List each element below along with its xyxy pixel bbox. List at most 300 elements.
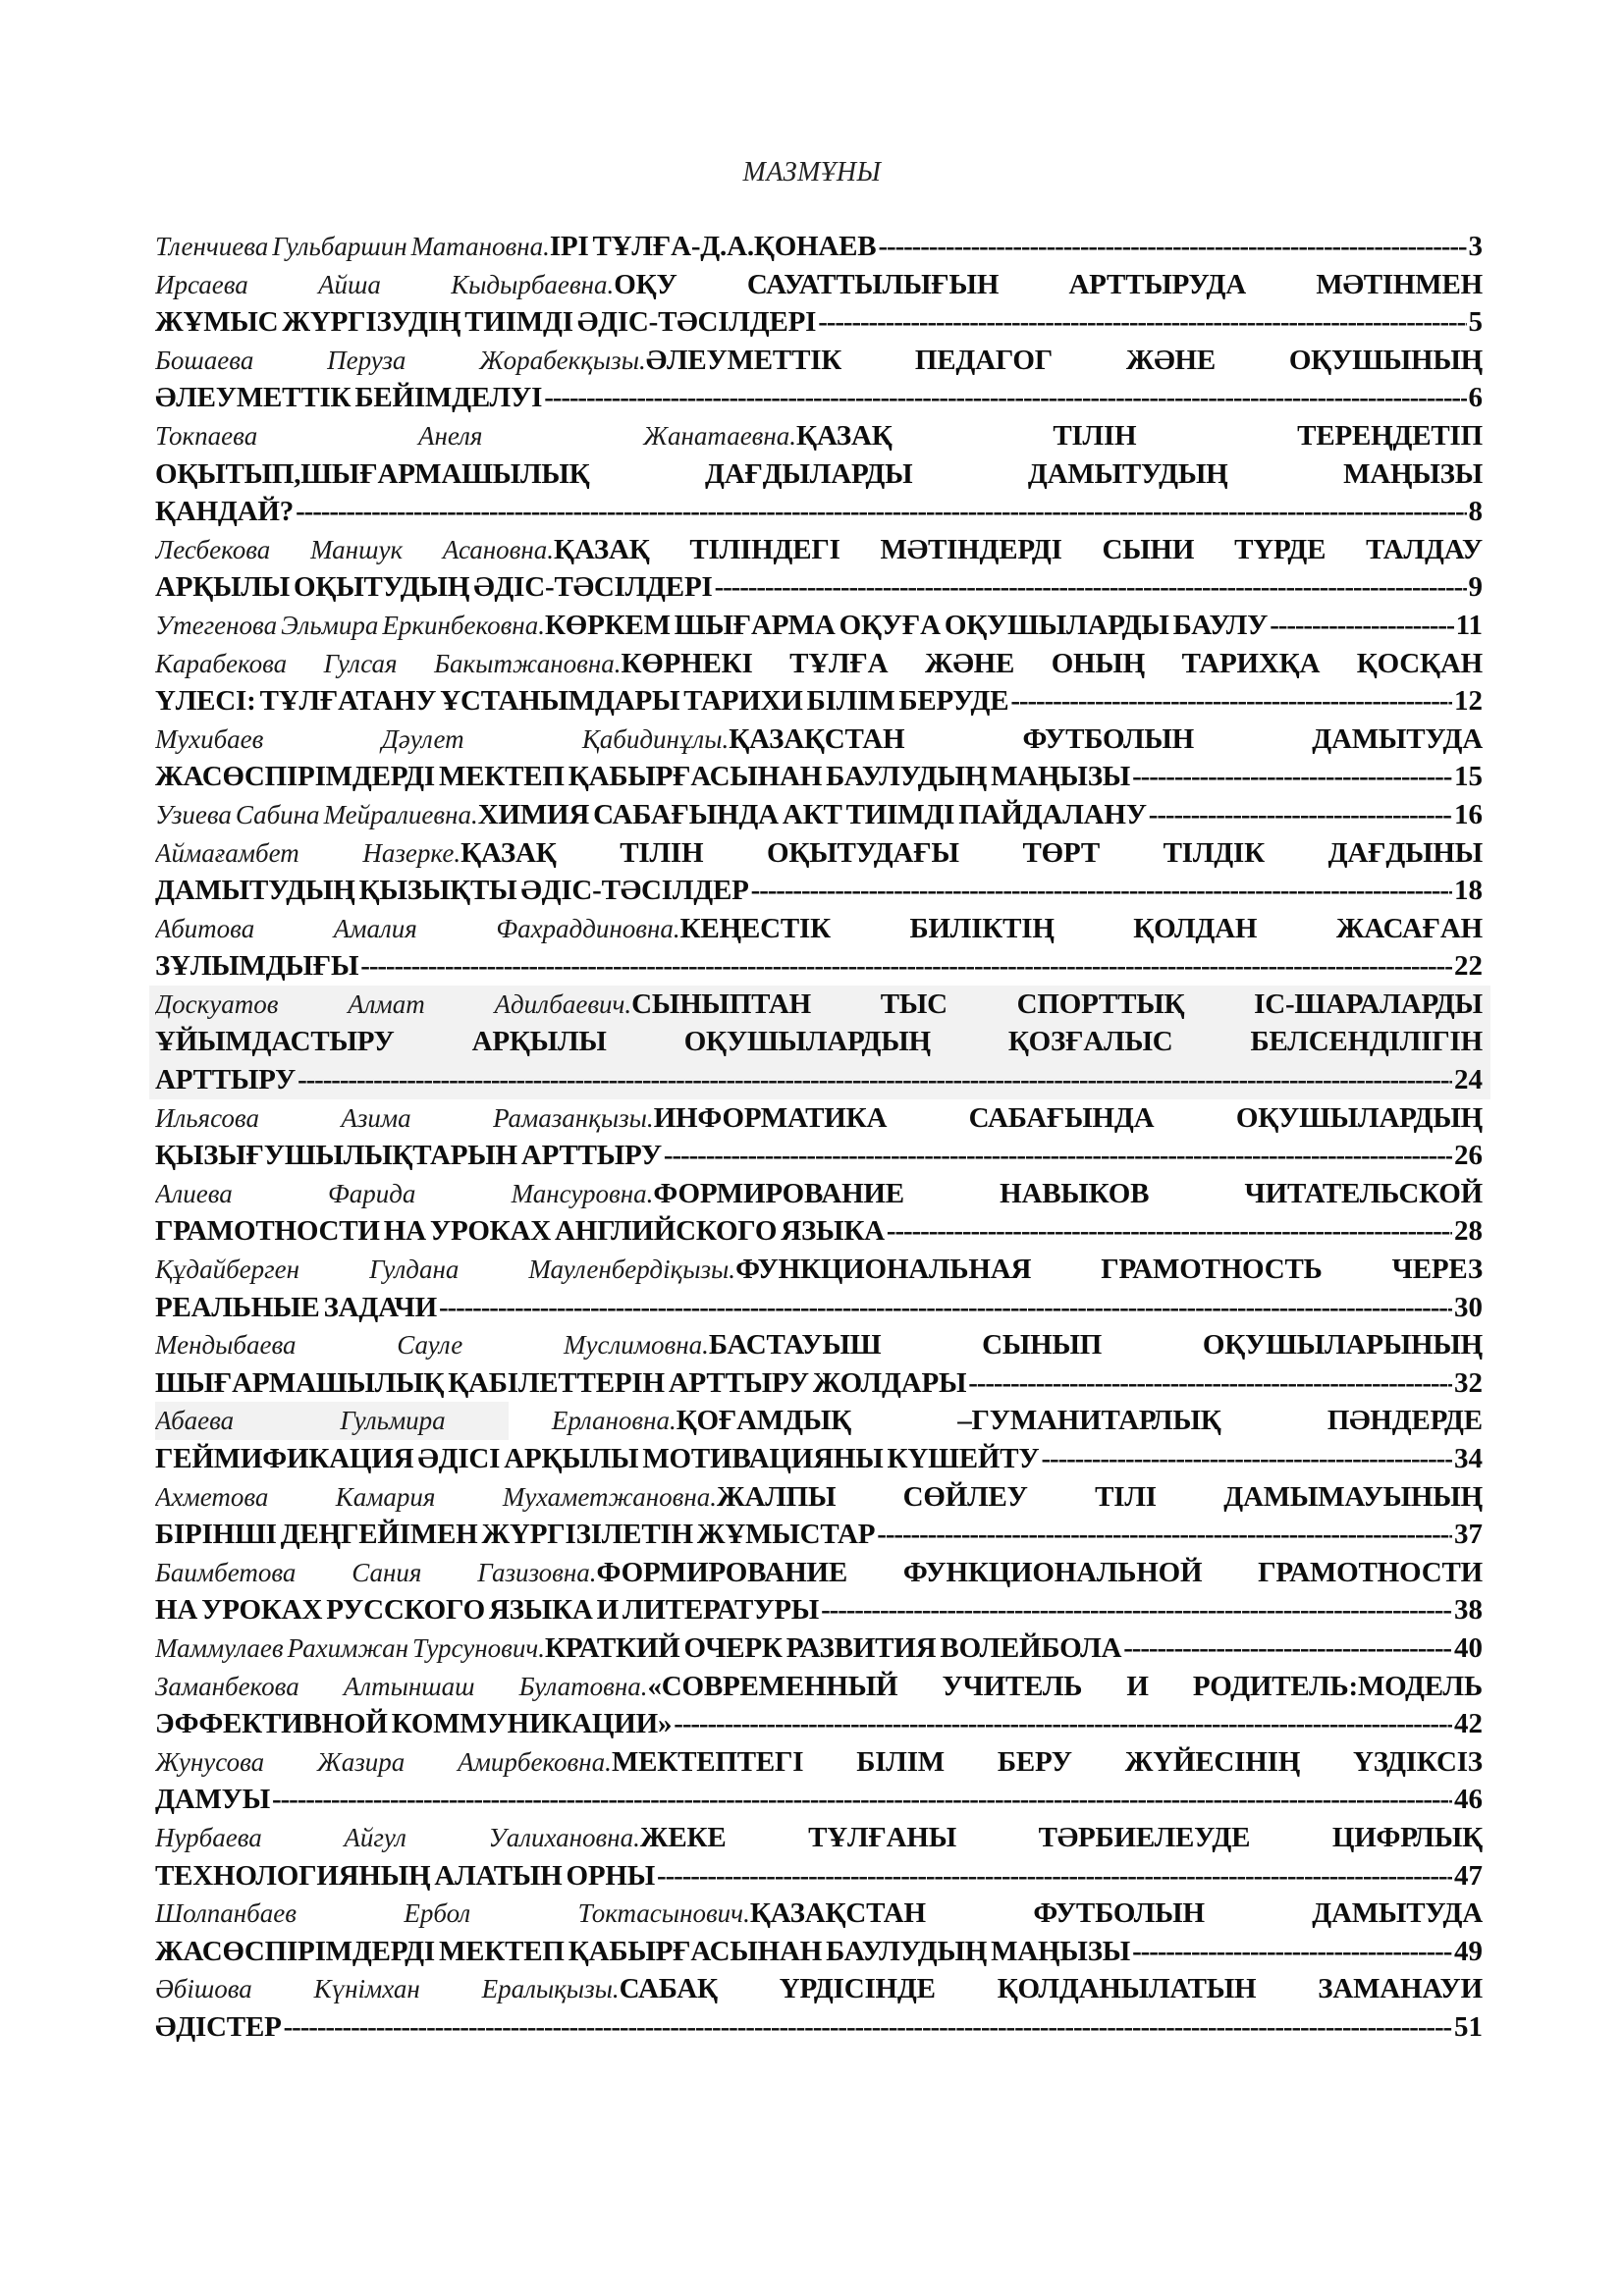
entry-title: УРОКАХ bbox=[429, 1215, 551, 1248]
entry-author: Мухибаев bbox=[155, 723, 264, 754]
entry-title: СПОРТТЫҚ bbox=[1016, 988, 1185, 1020]
dot-leader bbox=[715, 568, 1467, 607]
toc-entry[interactable] bbox=[155, 1326, 1483, 1402]
entry-title: БАУЛУ bbox=[1172, 609, 1269, 641]
entry-title: ЖАЛПЫ bbox=[717, 1480, 837, 1513]
toc-entry-line bbox=[155, 1023, 1483, 1061]
entry-title: ҚАБЫРҒАСЫНАН bbox=[568, 761, 823, 793]
entry-title: ТІЛІН bbox=[620, 836, 704, 869]
entry-author: Мухаметжановна. bbox=[502, 1481, 717, 1512]
page-number[interactable]: 30 bbox=[1454, 1291, 1483, 1323]
entry-title: ДАМЫТУДА bbox=[1312, 722, 1483, 755]
toc-entry-line bbox=[155, 1554, 1483, 1592]
entry-title: БЕЛСЕНДІЛІГІН bbox=[1250, 1026, 1483, 1058]
entry-author: Доскуатов bbox=[155, 988, 279, 1019]
entry-author: Кыдырбаевна. bbox=[451, 269, 615, 299]
entry-title: ЗАМАНАУИ bbox=[1318, 1973, 1483, 2005]
toc-entry-line bbox=[155, 303, 1483, 342]
entry-title: ОҚЫТЫП,ШЫҒАРМАШЫЛЫҚ bbox=[155, 457, 590, 490]
entry-title: КЕҢЕСТІК bbox=[679, 912, 831, 944]
entry-title: ЯЗЫКА bbox=[488, 1594, 593, 1627]
toc-entry-line bbox=[155, 1819, 1483, 1857]
entry-title: ЧЕРЕЗ bbox=[1391, 1254, 1483, 1286]
entry-author: Бошаева bbox=[155, 345, 254, 375]
toc-entry-line bbox=[155, 910, 1483, 948]
toc-title: МАЗМҰНЫ bbox=[742, 157, 882, 187]
entry-title: ДЕҢГЕЙІМЕН bbox=[280, 1519, 478, 1551]
toc-entry-line bbox=[155, 493, 1483, 531]
entry-author: Маншук bbox=[310, 534, 404, 564]
entry-title: ҚОҒАМДЫҚ bbox=[676, 1405, 851, 1437]
entry-author: Алтыншаш bbox=[343, 1671, 475, 1701]
page-number[interactable]: 40 bbox=[1454, 1631, 1483, 1664]
dot-leader bbox=[439, 1289, 1452, 1327]
entry-title: ҚАЗАҚСТАН bbox=[729, 722, 905, 755]
toc-entry-line bbox=[155, 1440, 1483, 1478]
entry-title: ҚЫЗЫҚТЫ bbox=[358, 875, 517, 907]
toc-entry-line bbox=[155, 607, 1483, 645]
dot-leader bbox=[296, 493, 1466, 531]
page-number[interactable]: 51 bbox=[1454, 2010, 1483, 2043]
entry-title: ОҚУШЫЛАРЫНЫҢ bbox=[1202, 1329, 1483, 1362]
toc-entry-line bbox=[155, 568, 1483, 607]
toc-entry-line bbox=[155, 379, 1483, 417]
toc-entry-line bbox=[155, 721, 1483, 759]
page-number[interactable]: 26 bbox=[1454, 1140, 1483, 1172]
page-number[interactable]: 24 bbox=[1454, 1064, 1483, 1096]
entry-title: ДАМУЫ bbox=[155, 1784, 271, 1816]
entry-title: ӘДІС-ТӘСІЛДЕРІ bbox=[576, 306, 817, 339]
dot-leader bbox=[284, 2008, 1452, 2047]
entry-author: Сабина bbox=[235, 799, 320, 829]
entry-author: Турсунович. bbox=[411, 1632, 546, 1663]
page-number[interactable]: 46 bbox=[1454, 1784, 1483, 1816]
entry-title: ДАМЫТУДЫҢ bbox=[155, 875, 355, 907]
toc-entry-line bbox=[155, 1591, 1483, 1629]
toc-entry[interactable] bbox=[155, 1668, 1483, 1743]
entry-title: ОҚУҒА bbox=[839, 609, 941, 641]
entry-title: ДАҒДЫЛАРДЫ bbox=[705, 457, 913, 490]
entry-title: МЕКТЕП bbox=[438, 1935, 565, 1967]
author-title-join bbox=[643, 417, 892, 455]
entry-author: Рахимжан bbox=[287, 1632, 408, 1663]
entry-title: ТІЛІН bbox=[1053, 419, 1137, 452]
toc-entry-line bbox=[155, 1933, 1483, 1971]
entry-author: Әбішова bbox=[155, 1974, 252, 2004]
dot-leader bbox=[674, 1705, 1452, 1743]
entry-title: КОММУНИКАЦИИ» bbox=[391, 1708, 673, 1740]
entry-title: ҚОСҚАН bbox=[1356, 647, 1483, 679]
toc-entry-line bbox=[155, 1895, 1483, 1933]
page-number[interactable]: 22 bbox=[1454, 950, 1483, 983]
entry-title: МЕКТЕП bbox=[438, 761, 565, 793]
entry-title: ЗҰЛЫМДЫҒЫ bbox=[155, 950, 359, 983]
entry-author: Жанатаевна. bbox=[643, 420, 797, 451]
entry-title: СЫНЫП bbox=[982, 1329, 1103, 1362]
entry-author: Еркинбековна. bbox=[382, 610, 545, 640]
entry-author: Алмат bbox=[348, 988, 425, 1019]
toc-entry[interactable] bbox=[155, 1743, 1483, 1819]
toc-entry-line bbox=[155, 1099, 1483, 1138]
entry-title: ТЕРЕҢДЕТІП bbox=[1297, 419, 1483, 452]
dot-leader bbox=[821, 1591, 1452, 1629]
entry-author: Амалия bbox=[333, 913, 417, 943]
toc-entry-line bbox=[155, 1364, 1483, 1403]
dot-leader bbox=[1132, 1933, 1452, 1971]
entry-author: Ахметова bbox=[155, 1481, 269, 1512]
entry-title: ОҚУШЫЛАРДЫҢ bbox=[683, 1026, 931, 1058]
entry-author: Ерлановна. bbox=[551, 1406, 677, 1436]
entry-title: ЖӘНЕ bbox=[924, 647, 1015, 679]
entry-author: Жазира bbox=[317, 1746, 406, 1777]
entry-title: БЕРУДЕ bbox=[898, 685, 1009, 718]
entry-author: Шолпанбаев bbox=[155, 1898, 297, 1929]
entry-title: СӨЙЛЕУ bbox=[902, 1480, 1028, 1513]
entry-title: ФУТБОЛЫН bbox=[1033, 1897, 1205, 1930]
entry-title: БАСТАУЫШ bbox=[708, 1329, 882, 1362]
dot-leader bbox=[877, 1516, 1452, 1554]
entry-title: ӘДІС-ТӘСІЛДЕР bbox=[520, 875, 749, 907]
entry-title: ОҚЫТУДАҒЫ bbox=[767, 836, 959, 869]
entry-author: Уалихановна. bbox=[488, 1822, 640, 1852]
toc-entry-line bbox=[155, 1478, 1483, 1517]
toc-entry[interactable] bbox=[155, 1554, 1483, 1629]
entry-title: ДАҒДЫНЫ bbox=[1327, 836, 1483, 869]
dot-leader bbox=[1149, 796, 1452, 834]
entry-title: АРТТЫРУ bbox=[520, 1140, 662, 1172]
entry-title: ТҰЛҒАНЫ bbox=[808, 1821, 957, 1853]
toc-entry-line bbox=[155, 986, 1483, 1024]
toc-entry-line bbox=[155, 1970, 1483, 2008]
author-title-join bbox=[412, 1629, 680, 1668]
toc-entry-line bbox=[155, 228, 1483, 266]
toc-entry-line bbox=[155, 1857, 1483, 1896]
entry-title: ЖАСАҒАН bbox=[1335, 912, 1483, 944]
entry-author: Токпаева bbox=[155, 420, 258, 451]
author-title-join bbox=[479, 342, 841, 380]
entry-title: ФУНКЦИОНАЛЬНАЯ bbox=[735, 1254, 1032, 1286]
entry-author: Жунусова bbox=[155, 1746, 265, 1777]
entry-author: Гулдана bbox=[369, 1255, 460, 1285]
entry-title: МАҢЫЗЫ bbox=[991, 1935, 1131, 1967]
author-title-join bbox=[477, 1554, 847, 1592]
page-number[interactable]: 9 bbox=[1468, 571, 1483, 604]
toc-entry[interactable] bbox=[155, 1629, 1483, 1668]
dot-leader bbox=[272, 1781, 1452, 1819]
author-title-join bbox=[578, 1895, 926, 1933]
dot-leader bbox=[968, 1364, 1452, 1403]
author-title-join bbox=[443, 531, 650, 569]
entry-author: Камария bbox=[335, 1481, 436, 1512]
page-number[interactable]: 34 bbox=[1454, 1443, 1483, 1474]
toc-entry[interactable] bbox=[155, 342, 1483, 417]
dot-leader bbox=[878, 228, 1466, 266]
entry-title: ҚОЛДАН bbox=[1133, 912, 1258, 944]
entry-title: ҚАБІЛЕТТЕРІН bbox=[448, 1366, 665, 1399]
entry-title: КРАТКИЙ bbox=[545, 1631, 680, 1664]
entry-title: ҚАНДАЙ? bbox=[155, 496, 295, 528]
entry-title: ОҚУШЫНЫҢ bbox=[1288, 344, 1483, 376]
toc-entry[interactable] bbox=[155, 1099, 1483, 1175]
entry-title: ОҚУ bbox=[614, 268, 677, 300]
entry-title: АРТТЫРУДА bbox=[1068, 268, 1247, 300]
toc-entry-line bbox=[155, 342, 1483, 380]
dot-leader bbox=[664, 1137, 1452, 1175]
toc-entry[interactable] bbox=[155, 796, 1483, 834]
entry-author: Ильясова bbox=[155, 1102, 259, 1133]
page-number[interactable]: 37 bbox=[1454, 1519, 1483, 1551]
entry-author: Құдайберген bbox=[155, 1255, 300, 1285]
entry-author: Айша bbox=[318, 269, 381, 299]
entry-title: ТИІМДІ bbox=[464, 306, 573, 339]
entry-title: ТІЛІ bbox=[1095, 1480, 1157, 1513]
entry-author: Эльмира bbox=[281, 610, 379, 640]
entry-title: РЕАЛЬНЫЕ bbox=[155, 1291, 320, 1323]
entry-author: Назерке. bbox=[362, 837, 461, 868]
entry-title: АРТТЫРУ bbox=[668, 1366, 809, 1399]
entry-title: ИНФОРМАТИКА bbox=[653, 1101, 888, 1134]
entry-author: Фарида bbox=[328, 1178, 416, 1208]
toc-entry-line bbox=[155, 758, 1483, 796]
entry-title: САБАҒЫНДА bbox=[968, 1101, 1155, 1134]
entry-title: ДАМЫМАУЫНЫҢ bbox=[1223, 1480, 1483, 1513]
entry-title: ҮРДІСІНДЕ bbox=[779, 1973, 936, 2005]
entry-title: МАҢЫЗЫ bbox=[991, 761, 1131, 793]
toc-entry-line bbox=[155, 417, 1483, 455]
author-title-join bbox=[324, 796, 590, 834]
entry-title: ПӘНДЕРДЕ bbox=[1326, 1405, 1483, 1437]
entry-title: ЖҰМЫС bbox=[155, 306, 279, 339]
entry-title: УРОКАХ bbox=[201, 1594, 323, 1627]
page-number[interactable]: 49 bbox=[1454, 1935, 1483, 1967]
entry-author: Аймағамбет bbox=[155, 837, 299, 868]
page-number[interactable]: 6 bbox=[1468, 382, 1483, 414]
entry-title: ҰЙЫМДАСТЫРУ bbox=[155, 1026, 395, 1058]
entry-author: Карабекова bbox=[155, 648, 288, 678]
entry-title: АРТТЫРУ bbox=[155, 1064, 297, 1096]
entry-author: Амирбековна. bbox=[458, 1746, 612, 1777]
dot-leader bbox=[544, 379, 1466, 417]
entry-title: РУССКОГО bbox=[326, 1594, 485, 1627]
toc-entry-line bbox=[155, 2008, 1483, 2047]
toc-entry-line bbox=[155, 834, 1483, 873]
entry-title: БЕЙІМДЕЛУІ bbox=[354, 382, 543, 414]
dot-leader bbox=[657, 1857, 1452, 1896]
toc-entry[interactable] bbox=[149, 986, 1490, 1099]
toc-entry[interactable] bbox=[155, 228, 1483, 266]
toc-entry[interactable] bbox=[155, 266, 1483, 342]
entry-title: ЖҮЙЕСІНІҢ bbox=[1124, 1745, 1301, 1778]
entry-author: Ералықызы. bbox=[481, 1974, 620, 2004]
entry-title: МӘТІНДЕРДІ bbox=[880, 533, 1062, 565]
entry-title: САБАҚ bbox=[619, 1973, 718, 2005]
toc-entry[interactable] bbox=[155, 1175, 1483, 1251]
toc-entry[interactable] bbox=[155, 834, 1483, 910]
entry-title: АКТ bbox=[782, 798, 842, 830]
entry-author: Мейралиевна. bbox=[323, 799, 478, 829]
entry-title: ҮЛЕСІ: bbox=[155, 685, 256, 718]
entry-title: ГРАМОТНОСТИ bbox=[1258, 1556, 1483, 1588]
page-number[interactable]: 38 bbox=[1454, 1594, 1483, 1627]
toc-entry-line bbox=[155, 872, 1483, 910]
entry-title: ЖӘНЕ bbox=[1125, 344, 1217, 376]
entry-title: ФОРМИРОВАНИЕ bbox=[596, 1556, 848, 1588]
entry-author: Мендыбаева bbox=[155, 1330, 297, 1361]
page-number[interactable]: 47 bbox=[1454, 1859, 1483, 1892]
toc-entry-line bbox=[155, 1668, 1483, 1706]
entry-title: ЖҰМЫСТАР bbox=[696, 1519, 876, 1551]
entry-title: ҚЫЗЫҒУШЫЛЫҚТАРЫН bbox=[155, 1140, 517, 1172]
entry-title: АЛАТЫН bbox=[434, 1859, 563, 1892]
dot-leader bbox=[1041, 1440, 1452, 1478]
entry-author: Анеля bbox=[417, 420, 483, 451]
entry-title: ЗАДАЧИ bbox=[323, 1291, 437, 1323]
entry-title: ТҮРДЕ bbox=[1234, 533, 1326, 565]
entry-title: ШЫҒАРМА bbox=[674, 609, 836, 641]
author-title-join bbox=[482, 1970, 718, 2008]
toc-entry[interactable] bbox=[155, 607, 1483, 645]
author-title-join bbox=[451, 266, 677, 304]
toc-entry-line bbox=[155, 455, 1483, 494]
toc-entry[interactable] bbox=[155, 1819, 1483, 1895]
entry-title: ҚАЗАҚ bbox=[554, 533, 650, 565]
entry-title: ӘЛЕУМЕТТІК bbox=[155, 382, 352, 414]
entry-title: КӨРНЕКІ bbox=[621, 647, 753, 679]
entry-title: ШЫҒАРМАШЫЛЫҚ bbox=[155, 1366, 445, 1399]
entry-author: Гульмира bbox=[340, 1406, 446, 1436]
entry-author: Узиева bbox=[155, 799, 232, 829]
entry-title: ГЕЙМИФИКАЦИЯ bbox=[155, 1443, 414, 1474]
entry-title: ҚОЗҒАЛЫС bbox=[1007, 1026, 1173, 1058]
entry-title: И bbox=[1126, 1670, 1149, 1702]
toc-entry-line bbox=[155, 645, 1483, 683]
entry-title: БЕРУ bbox=[997, 1745, 1072, 1778]
entry-author: Қабидинұлы. bbox=[581, 723, 730, 754]
entry-author: Айгул bbox=[344, 1822, 406, 1852]
page-number[interactable]: 15 bbox=[1454, 761, 1483, 793]
page-number[interactable]: 16 bbox=[1454, 798, 1483, 830]
entry-title: ҰСТАНЫМДАРЫ bbox=[440, 685, 680, 718]
toc-entry-line bbox=[155, 1629, 1483, 1668]
entry-author: Газизовна. bbox=[477, 1557, 597, 1587]
toc-entry-line bbox=[155, 1402, 1483, 1440]
entry-title: САБАҒЫНДА bbox=[593, 798, 779, 830]
entry-author: Алиева bbox=[155, 1178, 233, 1208]
entry-title: МӘТІНМЕН bbox=[1316, 268, 1483, 300]
entry-title: ӘДІС-ТӘСІЛДЕРІ bbox=[473, 571, 713, 604]
author-title-join bbox=[382, 607, 670, 645]
entry-title: ФОРМИРОВАНИЕ bbox=[653, 1177, 904, 1209]
author-title-join bbox=[489, 1819, 727, 1857]
entry-title: ЖҮРГІЗУДІҢ bbox=[282, 306, 461, 339]
toc-entry[interactable] bbox=[155, 721, 1483, 796]
entry-title: ІС-ШАРАЛАРДЫ bbox=[1254, 988, 1483, 1020]
entry-title: ОҚЫТУДЫҢ bbox=[294, 571, 470, 604]
page-number[interactable]: 42 bbox=[1454, 1708, 1483, 1740]
entry-author: Абитова bbox=[155, 913, 255, 943]
toc-entry[interactable] bbox=[155, 531, 1483, 607]
toc-entry-line bbox=[155, 1516, 1483, 1554]
entry-title: ПАЙДАЛАНУ bbox=[958, 798, 1147, 830]
author-title-join bbox=[362, 834, 556, 873]
entry-title: ТІЛДІК bbox=[1163, 836, 1265, 869]
entry-title: ҚАБЫРҒАСЫНАН bbox=[568, 1935, 823, 1967]
entry-title: ПЕДАГОГ bbox=[914, 344, 1054, 376]
entry-author: Асановна. bbox=[442, 534, 555, 564]
entry-author: Утегенова bbox=[155, 610, 278, 640]
author-title-join bbox=[519, 1668, 898, 1706]
toc-entry[interactable] bbox=[155, 1895, 1483, 1970]
entry-author: Ирсаева bbox=[155, 269, 248, 299]
entry-title: ДАМЫТУДА bbox=[1312, 1897, 1483, 1930]
entry-title: УЧИТЕЛЬ bbox=[942, 1670, 1083, 1702]
entry-title: ӘДІСТЕР bbox=[155, 2010, 282, 2043]
page-number[interactable]: 18 bbox=[1454, 875, 1483, 907]
toc-entry[interactable] bbox=[155, 417, 1483, 531]
entry-title: АНГЛИЙСКОГО bbox=[555, 1215, 778, 1248]
entry-title: АРҚЫЛЫ bbox=[504, 1443, 639, 1474]
entry-title: ОҚУШЫЛАРДЫҢ bbox=[1235, 1101, 1483, 1134]
toc-entry-line bbox=[155, 1705, 1483, 1743]
entry-author: Сания bbox=[352, 1557, 422, 1587]
author-title-join bbox=[528, 1251, 1031, 1289]
entry-title: «СОВРЕМЕННЫЙ bbox=[647, 1670, 898, 1702]
entry-title: ТАРИХИ bbox=[683, 685, 803, 718]
entry-title: ТҰЛҒА bbox=[789, 647, 889, 679]
page-number[interactable]: 32 bbox=[1454, 1366, 1483, 1399]
entry-title: ЯЗЫКА bbox=[781, 1215, 885, 1248]
entry-title: РОДИТЕЛЬ:МОДЕЛЬ bbox=[1192, 1670, 1483, 1702]
toc-entry[interactable] bbox=[155, 910, 1483, 986]
toc-entry[interactable] bbox=[155, 645, 1483, 721]
toc-entry[interactable] bbox=[155, 1478, 1483, 1554]
entry-title: МАҢЫЗЫ bbox=[1343, 457, 1483, 490]
entry-author: Ербол bbox=[404, 1898, 471, 1929]
page-number[interactable]: 11 bbox=[1455, 609, 1483, 641]
author-title-join bbox=[496, 910, 831, 948]
page-number[interactable]: 28 bbox=[1454, 1215, 1483, 1248]
entry-author: Тленчиева bbox=[155, 232, 269, 261]
author-title-join bbox=[552, 1402, 851, 1440]
toc-entry[interactable] bbox=[155, 1251, 1483, 1326]
entry-title: ТАРИХҚА bbox=[1181, 647, 1321, 679]
toc-entry[interactable] bbox=[155, 1970, 1483, 2046]
entry-title: ҚАЗАҚ bbox=[460, 836, 557, 869]
toc-entry-line bbox=[155, 531, 1483, 569]
entry-title: СЫНИ bbox=[1102, 533, 1195, 565]
entry-title: АРҚЫЛЫ bbox=[471, 1026, 607, 1058]
author-title-join bbox=[495, 986, 811, 1024]
entry-title: ХИМИЯ bbox=[477, 798, 590, 830]
page-number[interactable]: 12 bbox=[1454, 685, 1483, 718]
entry-title: БИЛІКТІҢ bbox=[909, 912, 1055, 944]
entry-title: НА bbox=[383, 1215, 426, 1248]
author-title-join bbox=[582, 721, 904, 759]
page-number[interactable]: 5 bbox=[1468, 306, 1483, 339]
entry-title: ЖАСӨСПІРІМДЕРДІ bbox=[155, 1935, 435, 1967]
entry-author: Гулсая bbox=[323, 648, 398, 678]
entry-title: СЫНЫПТАН bbox=[631, 988, 811, 1020]
dot-leader bbox=[360, 947, 1452, 986]
entry-title: КҮШЕЙТУ bbox=[887, 1443, 1040, 1474]
entry-title: НАВЫКОВ bbox=[1000, 1177, 1150, 1209]
page-number[interactable]: 8 bbox=[1468, 496, 1483, 528]
entry-author: Рамазанқызы. bbox=[493, 1102, 654, 1133]
toc-entry[interactable] bbox=[155, 1402, 1483, 1477]
page-number[interactable]: 3 bbox=[1468, 231, 1483, 262]
entry-title: ЭФФЕКТИВНОЙ bbox=[155, 1708, 388, 1740]
entry-author: Матановна. bbox=[410, 232, 550, 261]
